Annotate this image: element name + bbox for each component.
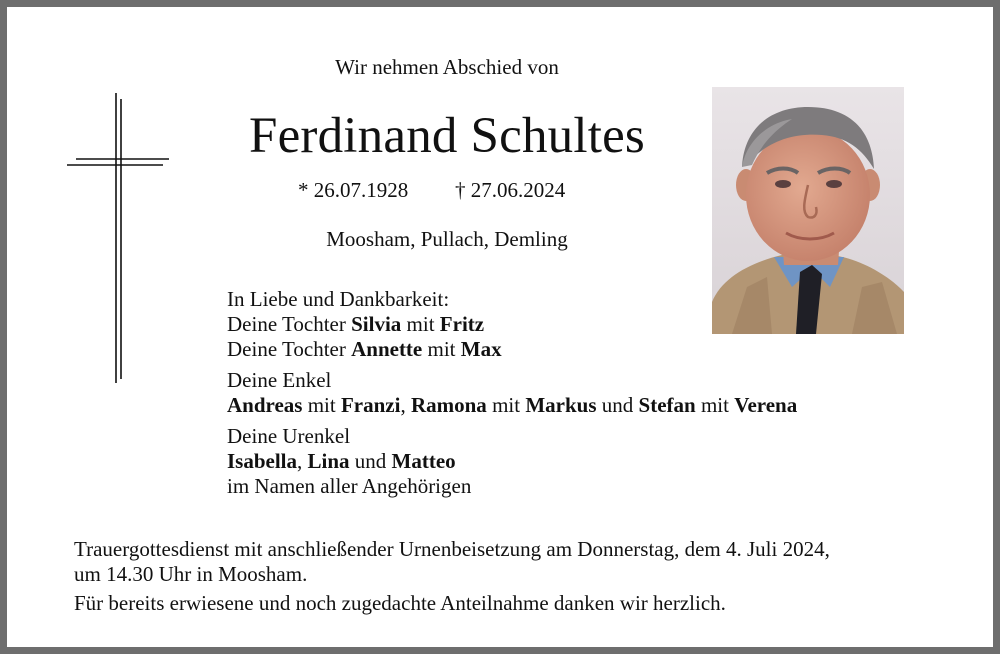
- grandchildren-names: Andreas mit Franzi, Ramona mit Markus und Stefan mit Verena: [227, 393, 798, 417]
- birth-date: * 26.07.1928: [298, 178, 409, 202]
- great-grandchildren-label: Deine Urenkel: [227, 424, 351, 448]
- great-grandchildren-names: Isabella, Lina und Matteo: [227, 449, 456, 473]
- obituary-notice: [7, 7, 993, 647]
- service-info: Trauergottesdienst mit anschließender Urnenbeisetzung am Donnerstag, dem 4. Juli 2024, um 14.30 Uhr in Moosham.: [74, 537, 830, 586]
- family-block-children: [227, 287, 502, 362]
- portrait-photo: [712, 87, 904, 334]
- daughter-line-1: Deine Tochter Silvia mit Fritz: [227, 312, 485, 336]
- death-date: † 27.06.2024: [455, 178, 566, 202]
- partner-name: Max: [460, 337, 502, 361]
- daughter-name: Silvia: [351, 312, 402, 336]
- partner-name: Fritz: [439, 312, 485, 336]
- daughter-line-2: Deine Tochter Annette mit Max: [227, 337, 502, 361]
- thanks-text: Für bereits erwiesene und noch zugedachte Anteilnahme danken wir herzlich.: [74, 591, 726, 615]
- family-heading: In Liebe und Dankbarkeit:: [227, 287, 450, 311]
- grandchildren-label: Deine Enkel: [227, 368, 332, 392]
- daughter-name: Annette: [351, 337, 423, 361]
- closing-line: im Namen aller Angehörigen: [227, 474, 472, 498]
- family-block-grandchildren: [227, 368, 797, 418]
- deceased-name: Ferdinand Schultes: [249, 108, 645, 164]
- places: Moosham, Pullach, Demling: [326, 227, 568, 251]
- intro-text: Wir nehmen Abschied von: [335, 55, 559, 79]
- family-block-great-grandchildren: [227, 424, 471, 499]
